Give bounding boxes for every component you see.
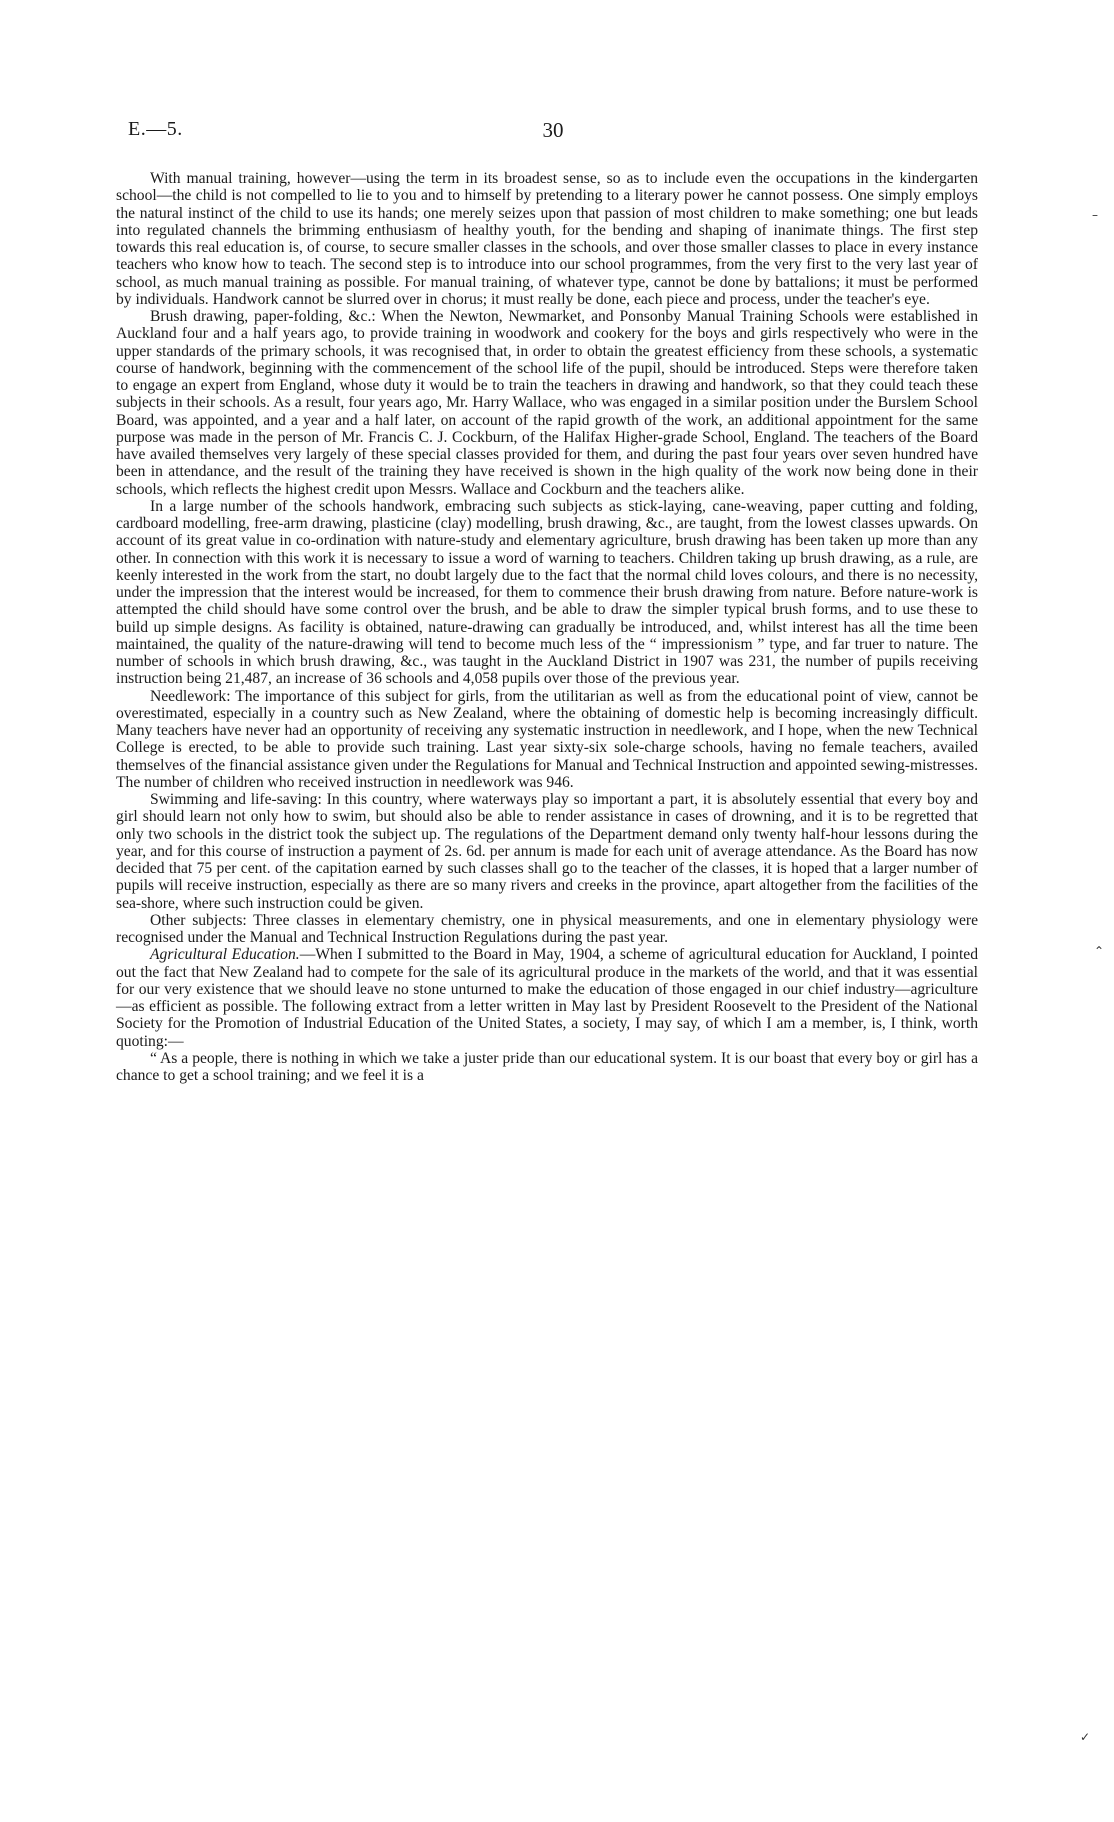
paragraph-manual-training: With manual training, however—using the term in its broadest sense, so as to include even the occupations in the kindergarten school—the child is not compelled to lie to you and to himself by pretending to a literary power he cannot possess. One simply employs the natural instinct of the child to use its hands; one merely seizes upon that passion of most children to make something; one but leads into regulated channels the brimming enthusiasm of healthy youth, for the bending and shaping of inanimate things. The first step towards this real education is, of course, to secure smaller classes in the schools, and over those smaller classes to place in every instance teachers who know how to teach. The second step is to introduce into our school programmes, from the very first to the very last year of school, as much manual training as possible. For manual training, of whatever type, cannot be done by battalions; it must be performed by individuals. Handwork cannot be slurred over in chorus; it must really be done, each piece and process, under the teacher's eye. [116,170,978,308]
paragraph-agricultural-education [116,946,978,1050]
margin-mark: ⌃ [1094,944,1105,958]
body-text [116,170,978,1084]
page-header [128,118,978,148]
page-number: 30 [542,118,564,142]
margin-mark: ✓ [1080,1730,1091,1744]
paragraph-handwork: In a large number of the schools handwork, embracing such subjects as stick-laying, cane-weaving, paper cutting and folding, cardboard modelling, free-arm drawing, plasticine (clay) modelling, brush drawing, &c., are taught, from the lowest classes upwards. On account of its great value in co-ordination with nature-study and elementary agriculture, brush drawing has been taken up more than any other. In connection with this work it is necessary to issue a word of warning to teachers. Children taking up brush drawing, as a rule, are keenly interested in the work from the start, no doubt largely due to the fact that the normal child loves colours, and there is no necessity, under the impression that the interest would be increased, for them to commence their brush drawing from nature. Before nature-work is attempted the child should have some control over the brush, and be able to draw the simpler typical brush forms, and to use these to build up simple designs. As facility is obtained, nature-drawing can gradually be introduced, and, whilst interest has all the time been maintained, the quality of the nature-drawing will tend to become much less of the “ impressionism ” type, and far truer to nature. The number of schools in which brush drawing, &c., was taught in the Auckland District in 1907 was 231, the number of pupils receiving instruction being 21,487, an increase of 36 schools and 4,058 pupils over those of the previous year. [116,497,978,688]
paragraph-brush-drawing: Brush drawing, paper-folding, &c.: When the Newton, Newmarket, and Ponsonby Manual Training Schools were established in Auckland four and a half years ago, to provide training in woodwork and cookery for the boys and girls respectively who were in the upper standards of the primary schools, it was recognised that, in order to obtain the greatest efficiency from these schools, a systematic course of handwork, beginning with the commencement of the school life of the pupil, should be introduced. Steps were therefore taken to engage an expert from England, whose duty it would be to train the teachers in drawing and handwork, so that they could teach these subjects in their schools. As a result, four years ago, Mr. Harry Wallace, who was engaged in a similar position under the Burslem School Board, was appointed, and a year and a half later, on account of the rapid growth of the work, an additional appointment for the same purpose was made in the person of Mr. Francis C. J. Cockburn, of the Halifax Higher-grade School, England. The teachers of the Board have availed themselves very largely of these special classes provided for them, and during the past four years over seven hundred have been in attendance, and the result of the training they have received is shown in the high quality of the work now being done in their schools, which reflects the highest credit upon Messrs. Wallace and Cockburn and the teachers alike. [116,308,978,498]
paragraph-other-subjects: Other subjects: Three classes in elementary chemistry, one in physical measurements, and one in elementary physiology were recognised under the Manual and Technical Instruction Regulations during the past year. [116,911,978,946]
paragraph-needlework: Needlework: The importance of this subject for girls, from the utilitarian as well as from the educational point of view, cannot be overestimated, especially in a country such as New Zealand, where the obtaining of domestic help is becoming increasingly difficult. Many teachers have never had an opportunity of receiving any systematic instruction in needlework, and I hope, when the new Technical College is erected, to be able to provide such training. Last year sixty-six sole-charge schools, having no female teachers, availed themselves of the financial assistance given under the Regulations for Manual and Technical Instruction and appointed sewing-mistresses. The number of children who received instruction in needlework was 946. [116,687,978,791]
margin-mark: – [1092,208,1098,222]
document-reference: E.—5. [128,118,183,140]
paragraph-agricultural-education-text: —When I submitted to the Board in May, 1904, a scheme of agricultural education for Auckland, I pointed out the fact that New Zealand had to compete for the sale of its agricultural produce in the markets of the world, and that it was essential for our very existence that we should leave no stone unturned to make the education of those engaged in our chief industry—agriculture—as efficient as possible. The following extract from a letter written in May last by President Roosevelt to the President of the National Society for the Promotion of Industrial Education of the United States, a society, I may say, of which I am a member, is, I think, worth quoting:— [116,946,978,1050]
paragraph-swimming: Swimming and life-saving: In this country, where waterways play so important a part, it is absolutely essential that every boy and girl should learn not only how to swim, but should also be able to render assistance in cases of drowning, and it is to be regretted that only two schools in the district took the subject up. The regulations of the Department demand only twenty half-hour lessons during the year, and for this course of instruction a payment of 2s. 6d. per annum is made for each unit of average attendance. As the Board has now decided that 75 per cent. of the capitation earned by such classes shall go to the teacher of the classes, it is hoped that a larger number of pupils will receive instruction, especially as there are so many rivers and creeks in the province, apart altogether from the facilities of the sea-shore, where such instruction could be given. [116,791,978,912]
section-heading-agricultural-education: Agricultural Education. [150,946,300,964]
paragraph-quotation: “ As a people, there is nothing in which we take a juster pride than our educational system. It is our boast that every boy or girl has a chance to get a school training; and we feel it is a [116,1049,978,1084]
